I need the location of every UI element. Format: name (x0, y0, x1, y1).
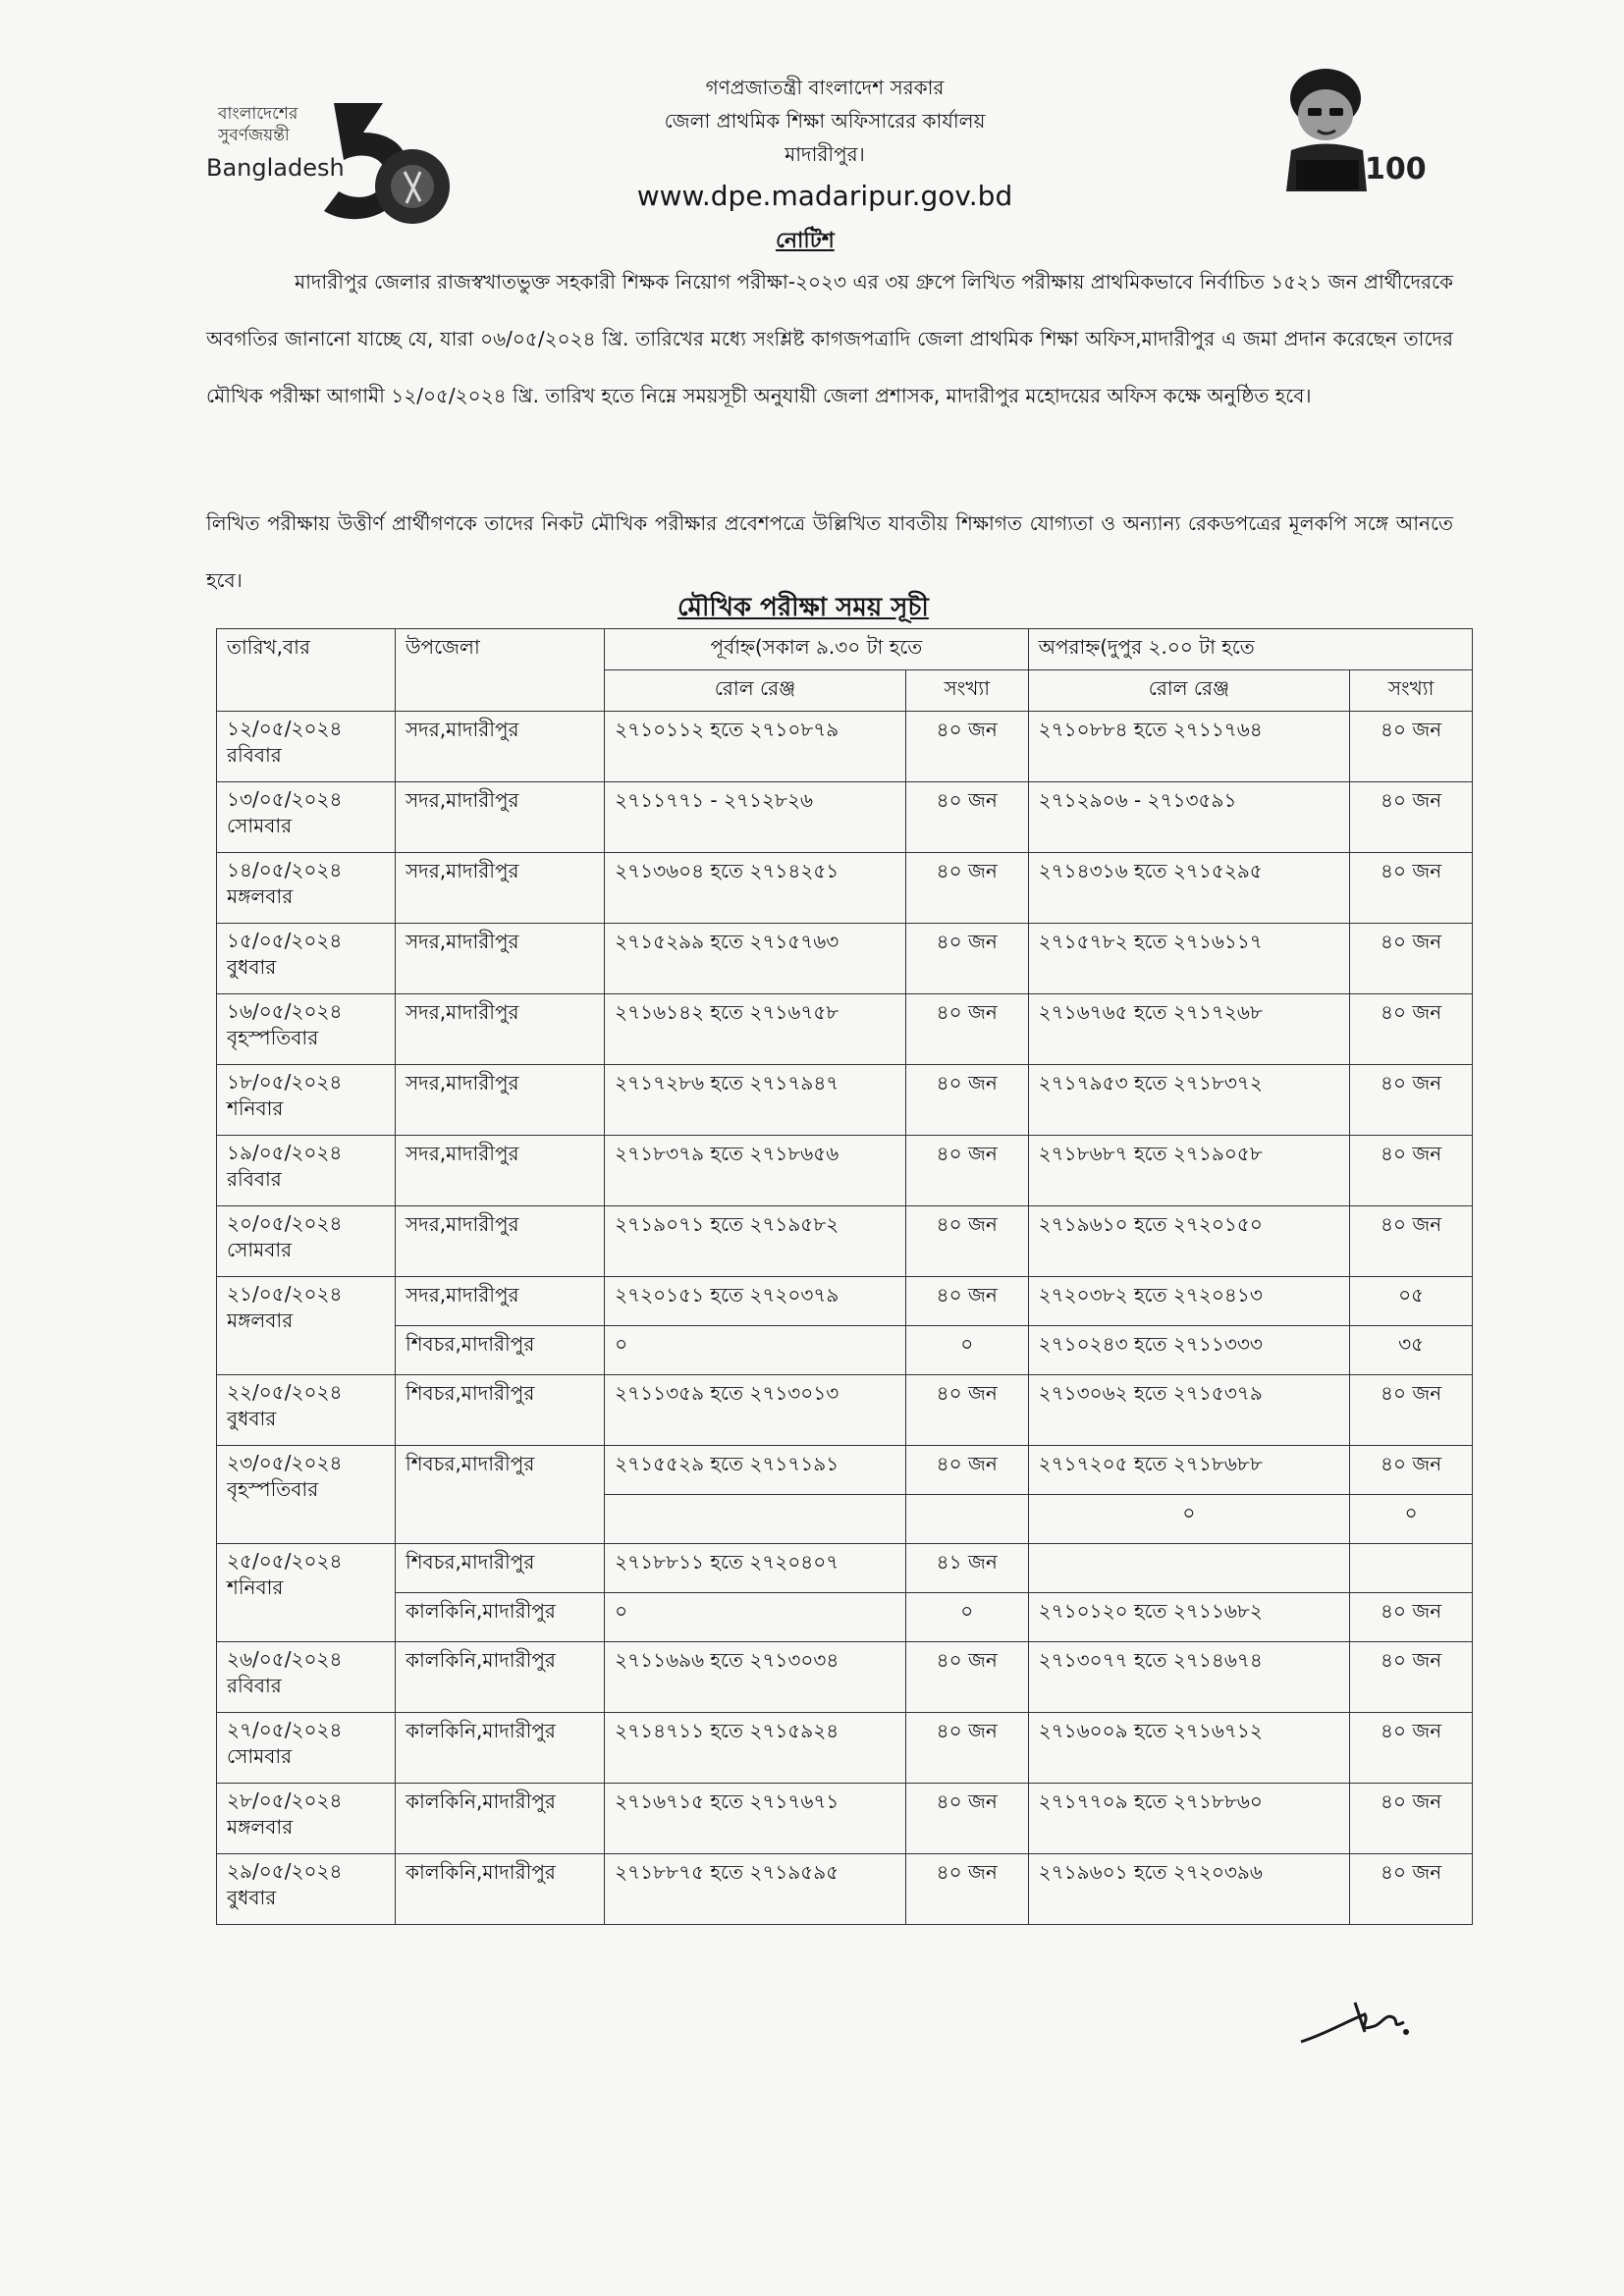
pm-count: ৪০ জন (1350, 1713, 1473, 1784)
date: ১৩/০৫/২০২৪ (227, 787, 343, 811)
website-link[interactable]: www.dpe.madaripur.gov.bd (636, 180, 1013, 212)
pm-roll-range: ২৭১৭৯৫৩ হতে ২৭১৮৩৭২ (1028, 1065, 1350, 1136)
pm-roll-range (1028, 1544, 1350, 1593)
am-count: ৪০ জন (905, 853, 1028, 924)
am-count: ৪০ জন (905, 712, 1028, 782)
pm-count: ৪০ জন (1350, 1784, 1473, 1854)
header-pm-count: সংখ্যা (1350, 670, 1473, 712)
table-row (217, 1713, 1473, 1784)
date-cell (217, 1206, 396, 1277)
logo-left-bangladesh: Bangladesh (206, 154, 345, 182)
am-roll-range: ২৭১৬১৪২ হতে ২৭১৬৭৫৮ (605, 994, 906, 1065)
pm-roll-range: ২৭১৮৬৮৭ হতে ২৭১৯০৫৮ (1028, 1136, 1350, 1206)
pm-count: ৩৫ (1350, 1326, 1473, 1375)
date: ১৮/০৫/২০২৪ (227, 1070, 343, 1094)
date-cell (217, 924, 396, 994)
pm-count: ৪০ জন (1350, 1206, 1473, 1277)
am-roll-range: ২৭১৮৩৭৯ হতে ২৭১৮৬৫৬ (605, 1136, 906, 1206)
logo-left-line1: বাংলাদেশের (218, 104, 298, 124)
date: ১৯/০৫/২০২৪ (227, 1141, 343, 1164)
pm-count: ০ (1350, 1495, 1473, 1544)
pm-roll-range: ০ (1028, 1495, 1350, 1544)
am-count: ৪০ জন (905, 1446, 1028, 1495)
am-roll-range: ২৭১১৭৭১ - ২৭১২৮২৬ (605, 782, 906, 853)
am-roll-range: ০ (605, 1326, 906, 1375)
schedule-title: মৌখিক পরীক্ষা সময় সূচী (677, 593, 929, 622)
date-cell (217, 1446, 396, 1544)
pm-roll-range: ২৭১৩০৭৭ হতে ২৭১৪৬৭৪ (1028, 1642, 1350, 1713)
logo-left-caption (218, 103, 298, 146)
header-morning: পূর্বাহ্ন(সকাল ৯.৩০ টা হতে (605, 629, 1029, 670)
date-cell (217, 1544, 396, 1642)
pm-roll-range: ২৭১৫৭৮২ হতে ২৭১৬১১৭ (1028, 924, 1350, 994)
date-cell (217, 782, 396, 853)
weekday: মঙ্গলবার (227, 1815, 294, 1839)
am-roll-range: ২৭১৫২৯৯ হতে ২৭১৫৭৬৩ (605, 924, 906, 994)
pm-count: ৪০ জন (1350, 1065, 1473, 1136)
header-am-count: সংখ্যা (905, 670, 1028, 712)
pm-roll-range: ২৭১৭৭০৯ হতে ২৭১৮৮৬০ (1028, 1784, 1350, 1854)
pm-roll-range: ২৭১০২৪৩ হতে ২৭১১৩৩৩ (1028, 1326, 1350, 1375)
weekday: রবিবার (227, 743, 282, 767)
date: ২৬/০৫/২০২৪ (227, 1647, 343, 1671)
am-count: ৪০ জন (905, 782, 1028, 853)
am-roll-range: ২৭১৩৬০৪ হতে ২৭১৪২৫১ (605, 853, 906, 924)
pm-count: ৪০ জন (1350, 1446, 1473, 1495)
table-row (217, 1593, 1473, 1642)
pm-count (1350, 1544, 1473, 1593)
upazila: কালকিনি,মাদারীপুর (395, 1593, 604, 1642)
mujib-100-caption (1365, 152, 1427, 187)
pm-count: ৪০ জন (1350, 1642, 1473, 1713)
am-roll-range: ২৭১৪৭১১ হতে ২৭১৫৯২৪ (605, 1713, 906, 1784)
am-roll-range: ২৭১৯০৭১ হতে ২৭১৯৫৮২ (605, 1206, 906, 1277)
weekday: শনিবার (227, 1575, 284, 1599)
date: ২৩/০৫/২০২৪ (227, 1451, 343, 1474)
am-count: ৪০ জন (905, 1854, 1028, 1925)
weekday: সোমবার (227, 1744, 293, 1768)
am-count: ৪০ জন (905, 1713, 1028, 1784)
table-row (217, 994, 1473, 1065)
pm-roll-range: ২৭১৩০৬২ হতে ২৭১৫৩৭৯ (1028, 1375, 1350, 1446)
weekday: মঙ্গলবার (227, 884, 294, 908)
date-cell (217, 1713, 396, 1784)
header-am-roll-range: রোল রেঞ্জ (605, 670, 906, 712)
am-count: ৪০ জন (905, 1784, 1028, 1854)
pm-roll-range: ২৭১৬৭৬৫ হতে ২৭১৭২৬৮ (1028, 994, 1350, 1065)
am-count: ৪০ জন (905, 994, 1028, 1065)
date-cell (217, 1277, 396, 1375)
date: ২৫/০৫/২০২৪ (227, 1549, 343, 1573)
table-row (217, 782, 1473, 853)
logo-left-line2: সুবর্ণজয়ন্তী (218, 126, 290, 145)
weekday: বুধবার (227, 1886, 277, 1909)
pm-count: ৪০ জন (1350, 994, 1473, 1065)
weekday: বুধবার (227, 1407, 277, 1430)
upazila: শিবচর,মাদারীপুর (395, 1446, 604, 1544)
upazila: কালকিনি,মাদারীপুর (395, 1642, 604, 1713)
am-count: ৪০ জন (905, 1136, 1028, 1206)
am-roll-range: ২৭১০১১২ হতে ২৭১০৮৭৯ (605, 712, 906, 782)
date-cell (217, 1642, 396, 1713)
notice-paragraph-2: লিখিত পরীক্ষায় উত্তীর্ণ প্রার্থীগণকে তাদের নিকট মৌখিক পরীক্ষার প্রবেশপত্রে উল্লিখিত যাবতীয় শিক্ষাগত যোগ্যতা ও অন্যান্য রেকডপত্রের মূলকপি সঙ্গে আনতে হবে। (206, 511, 1453, 592)
weekday: সোমবার (227, 1238, 293, 1261)
am-count: ৪০ জন (905, 1642, 1028, 1713)
upazila: শিবচর,মাদারীপুর (395, 1375, 604, 1446)
date-cell (217, 1136, 396, 1206)
am-roll-range: ২৭১৭২৮৬ হতে ২৭১৭৯৪৭ (605, 1065, 906, 1136)
weekday: বৃহস্পতিবার (227, 1477, 319, 1501)
table-row (217, 712, 1473, 782)
date-cell (217, 1854, 396, 1925)
fifty-emblem-icon (304, 93, 452, 231)
table-row (217, 1326, 1473, 1375)
pm-roll-range: ২৭২০৩৮২ হতে ২৭২০৪১৩ (1028, 1277, 1350, 1326)
bangladesh-50-logo (196, 93, 452, 231)
date: ১২/০৫/২০২৪ (227, 717, 343, 740)
date-cell (217, 853, 396, 924)
pm-count: ৪০ জন (1350, 712, 1473, 782)
office-line: জেলা প্রাথমিক শিক্ষা অফিসারের কার্যালয় (664, 109, 986, 133)
upazila: কালকিনি,মাদারীপুর (395, 1784, 604, 1854)
upazila: সদর,মাদারীপুর (395, 924, 604, 994)
table-row (217, 1277, 1473, 1326)
date-cell (217, 1375, 396, 1446)
table-row (217, 924, 1473, 994)
am-count: ৪০ জন (905, 1375, 1028, 1446)
upazila: সদর,মাদারীপুর (395, 994, 604, 1065)
date: ১৫/০৫/২০২৪ (227, 929, 343, 952)
header-date: তারিখ,বার (217, 629, 396, 712)
upazila: সদর,মাদারীপুর (395, 1065, 604, 1136)
weekday: রবিবার (227, 1674, 282, 1697)
am-roll-range: ০ (605, 1593, 906, 1642)
table-row (217, 1642, 1473, 1713)
date: ২৭/০৫/২০২৪ (227, 1718, 343, 1741)
am-count: ০ (905, 1593, 1028, 1642)
pm-count: ৪০ জন (1350, 1593, 1473, 1642)
header-pm-roll-range: রোল রেঞ্জ (1028, 670, 1350, 712)
pm-count: ৪০ জন (1350, 782, 1473, 853)
weekday: রবিবার (227, 1167, 282, 1191)
weekday: মঙ্গলবার (227, 1308, 294, 1332)
date-cell (217, 712, 396, 782)
mujib-100-logo (1247, 54, 1443, 201)
upazila: শিবচর,মাদারীপুর (395, 1326, 604, 1375)
pm-roll-range: ২৭১৬০০৯ হতে ২৭১৬৭১২ (1028, 1713, 1350, 1784)
notice-paragraph-1: মাদারীপুর জেলার রাজস্বখাতভুক্ত সহকারী শিক্ষক নিয়োগ পরীক্ষা-২০২৩ এর ৩য় গ্রুপে লিখিত পরীক্ষায় প্রাথমিকভাবে নির্বাচিত ১৫২১ জন প্রার্থীদেরকে অবগতির জানানো যাচ্ছে যে, যারা ০৬/০৫/২০২৪ খ্রি. তারিখের মধ্যে সংশ্লিষ্ট কাগজপত্রাদি জেলা প্রাথমিক শিক্ষা অফিস,মাদারীপুর এ জমা প্রদান করেছেন তাদের মৌখিক পরীক্ষা আগামী ১২/০৫/২০২৪ খ্রি. তারিখ হতে নিম্নে সময়সূচী অনুযায়ী জেলা প্রশাসক, মাদারীপুর মহোদয়ের অফিস কক্ষে অনুষ্ঠিত হবে। (206, 270, 1453, 407)
mujib-100-number: 100 (1365, 152, 1427, 187)
weekday: শনিবার (227, 1096, 284, 1120)
office-header (550, 71, 1100, 218)
pm-roll-range: ২৭১৯৬০১ হতে ২৭২০৩৯৬ (1028, 1854, 1350, 1925)
viva-schedule-table (216, 628, 1473, 1925)
date: ২২/০৫/২০২৪ (227, 1380, 343, 1404)
upazila: সদর,মাদারীপুর (395, 1277, 604, 1326)
am-count (905, 1495, 1028, 1544)
pm-roll-range: ২৭১০৮৮৪ হতে ২৭১১৭৬৪ (1028, 712, 1350, 782)
upazila: শিবচর,মাদারীপুর (395, 1544, 604, 1593)
am-roll-range: ২৭১৮৮৭৫ হতে ২৭১৯৫৯৫ (605, 1854, 906, 1925)
date: ১৬/০৫/২০২৪ (227, 999, 343, 1023)
am-roll-range: ২৭১৫৫২৯ হতে ২৭১৭১৯১ (605, 1446, 906, 1495)
table-row (217, 853, 1473, 924)
am-roll-range (605, 1495, 906, 1544)
header-upazila: উপজেলা (395, 629, 604, 712)
table-row (217, 1544, 1473, 1593)
upazila: সদর,মাদারীপুর (395, 782, 604, 853)
pm-count: ৪০ জন (1350, 1136, 1473, 1206)
upazila: সদর,মাদারীপুর (395, 1136, 604, 1206)
pm-count: ৪০ জন (1350, 853, 1473, 924)
am-count: ৪০ জন (905, 1065, 1028, 1136)
signature-icon (1296, 1993, 1414, 2052)
date-cell (217, 994, 396, 1065)
am-roll-range: ২৭১১৩৫৯ হতে ২৭১৩০১৩ (605, 1375, 906, 1446)
pm-count: ৪০ জন (1350, 1375, 1473, 1446)
date: ২১/০৫/২০২৪ (227, 1282, 343, 1306)
weekday: সোমবার (227, 814, 293, 837)
date: ২৯/০৫/২০২৪ (227, 1859, 343, 1883)
header-afternoon: অপরাহ্ন(দুপুর ২.০০ টা হতে (1028, 629, 1472, 670)
date-cell (217, 1784, 396, 1854)
pm-roll-range: ২৭১৪৩১৬ হতে ২৭১৫২৯৫ (1028, 853, 1350, 924)
am-count: ৪০ জন (905, 1206, 1028, 1277)
am-roll-range: ২৭২০১৫১ হতে ২৭২০৩৭৯ (605, 1277, 906, 1326)
pm-count: ০৫ (1350, 1277, 1473, 1326)
am-count: ৪১ জন (905, 1544, 1028, 1593)
date-cell (217, 1065, 396, 1136)
pm-count: ৪০ জন (1350, 1854, 1473, 1925)
am-count: ০ (905, 1326, 1028, 1375)
am-roll-range: ২৭১৮৮১১ হতে ২৭২০৪০৭ (605, 1544, 906, 1593)
upazila: সদর,মাদারীপুর (395, 853, 604, 924)
am-count: ৪০ জন (905, 924, 1028, 994)
government-line: গণপ্রজাতন্ত্রী বাংলাদেশ সরকার (705, 76, 945, 99)
am-count: ৪০ জন (905, 1277, 1028, 1326)
pm-count: ৪০ জন (1350, 924, 1473, 994)
upazila: কালকিনি,মাদারীপুর (395, 1713, 604, 1784)
upazila: সদর,মাদারীপুর (395, 712, 604, 782)
weekday: বুধবার (227, 955, 277, 979)
notice-title: নোটিশ (776, 229, 835, 253)
date: ২০/০৫/২০২৪ (227, 1211, 343, 1235)
officer-signature (1296, 1993, 1414, 2056)
table-row (217, 1065, 1473, 1136)
pm-roll-range: ২৭১৭২০৫ হতে ২৭১৮৬৮৮ (1028, 1446, 1350, 1495)
am-roll-range: ২৭১১৬৯৬ হতে ২৭১৩০৩৪ (605, 1642, 906, 1713)
pm-roll-range: ২৭১২৯০৬ - ২৭১৩৫৯১ (1028, 782, 1350, 853)
table-row (217, 1136, 1473, 1206)
date: ১৪/০৫/২০২৪ (227, 858, 343, 881)
am-roll-range: ২৭১৬৭১৫ হতে ২৭১৭৬৭১ (605, 1784, 906, 1854)
table-row (217, 1206, 1473, 1277)
weekday: বৃহস্পতিবার (227, 1026, 319, 1049)
table-row (217, 1854, 1473, 1925)
table-row (217, 1446, 1473, 1495)
upazila: কালকিনি,মাদারীপুর (395, 1854, 604, 1925)
date: ২৮/০৫/২০২৪ (227, 1789, 343, 1812)
pm-roll-range: ২৭১৯৬১০ হতে ২৭২০১৫০ (1028, 1206, 1350, 1277)
district-line: মাদারীপুর। (785, 142, 865, 166)
upazila: সদর,মাদারীপুর (395, 1206, 604, 1277)
table-row (217, 1784, 1473, 1854)
pm-roll-range: ২৭১০১২০ হতে ২৭১১৬৮২ (1028, 1593, 1350, 1642)
table-row (217, 1375, 1473, 1446)
